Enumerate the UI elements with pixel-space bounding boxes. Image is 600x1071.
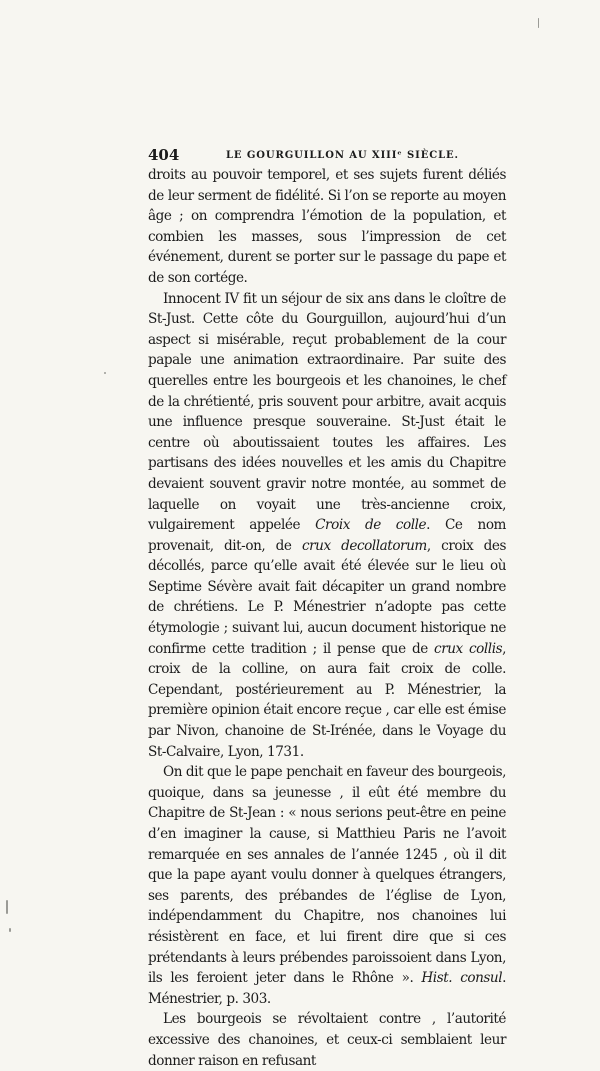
text-run: . Ce nom provenait, dit-on, de — [148, 517, 506, 554]
body-text — [148, 165, 506, 1071]
text-run: Les bourgeois se révoltaient contre , l’autorité excessive des chanoines, et ceux-ci semblaient leur donner raison en refusant — [148, 1011, 506, 1069]
text-run: . Ménestrier, p. 303. — [148, 970, 506, 1007]
scan-mark — [538, 18, 539, 28]
text-run: droits au pouvoir temporel, et ses sujets furent déliés de leur serment de fidélité. Si l’on se reporte au moyen âge ; on comprendra l’émotion de la population, et combien les masses, sous l’impression de cet événement, durent se porter sur le passage du pape et de son cortége. — [148, 167, 506, 286]
paragraph — [148, 762, 506, 1009]
text-run: , croix des décollés, parce qu’elle avait été élevée sur le lieu où Septime Sévère avait fait décapiter un grand nombre de chrétiens. Le P. Ménestrier n’adopte pas cette étymologie ; suivant lui, aucun document historique ne confirme cette tradition ; il pense que de — [148, 537, 507, 657]
scan-mark — [9, 928, 11, 932]
text-run: Innocent IV fit un séjour de six ans dans le cloître de St-Just. Cette côte du Gourguillon, aujourd’hui d’un aspect si misérable, reçut probablement de la cour papale une animation extraordinaire. Par suite des querelles entre les bourgeois et les chanoines, le chef de la chrétienté, pris souvent pour arbitre, avait acquis une influence presque souveraine. St-Just était le centre où aboutissaient toutes les affaires. Les partisans des idées nouvelles et les amis du Chapitre devaient souvent gravir notre montée, au sommet de laquelle on voyait une très-ancienne croix, vulgairement appelée — [148, 290, 506, 534]
scan-mark — [6, 900, 8, 914]
page-number: 404 — [148, 146, 180, 164]
text-run: On dit que le pape penchait en faveur des bourgeois, quoique, dans sa jeunesse , il eût été membre du Chapitre de St-Jean : « nous serions peut-être en peine d’en imaginer la cause, si Matthieu Paris ne l’avoit remarquée en ses annales de l’année 1245 , où il dit que la pape ayant voulu donner à quelques étrangers, ses parents, des prébandes de l’église de Lyon, indépendamment du Chapitre, nos chanoines lui résistèrent en face, et lui firent dire que si ces prétendants à leurs prébendes paroissoient dans Lyon, ils les feroient jeter dans le Rhône ». — [148, 764, 506, 987]
running-title: LE GOURGUILLON AU XIIIᵉ SIÈCLE. — [226, 150, 459, 161]
italic-phrase: Hist. consul — [421, 970, 503, 987]
paragraph — [148, 1009, 506, 1071]
scan-mark — [104, 372, 106, 374]
italic-phrase: crux collis — [434, 640, 503, 657]
italic-phrase: crux decollatorum — [301, 537, 427, 554]
italic-phrase: Croix de colle — [315, 517, 427, 534]
paragraph — [148, 289, 506, 763]
paragraph — [148, 165, 506, 289]
text-run: , croix de la colline, on aura fait croix de colle. Cependant, postérieurement au P. Ménestrier, la première opinion était encore reçue , car elle est émise par Nivon, chanoine de St-Irénée, dans le Voyage du St-Calvaire, Lyon, 1731. — [148, 640, 506, 760]
